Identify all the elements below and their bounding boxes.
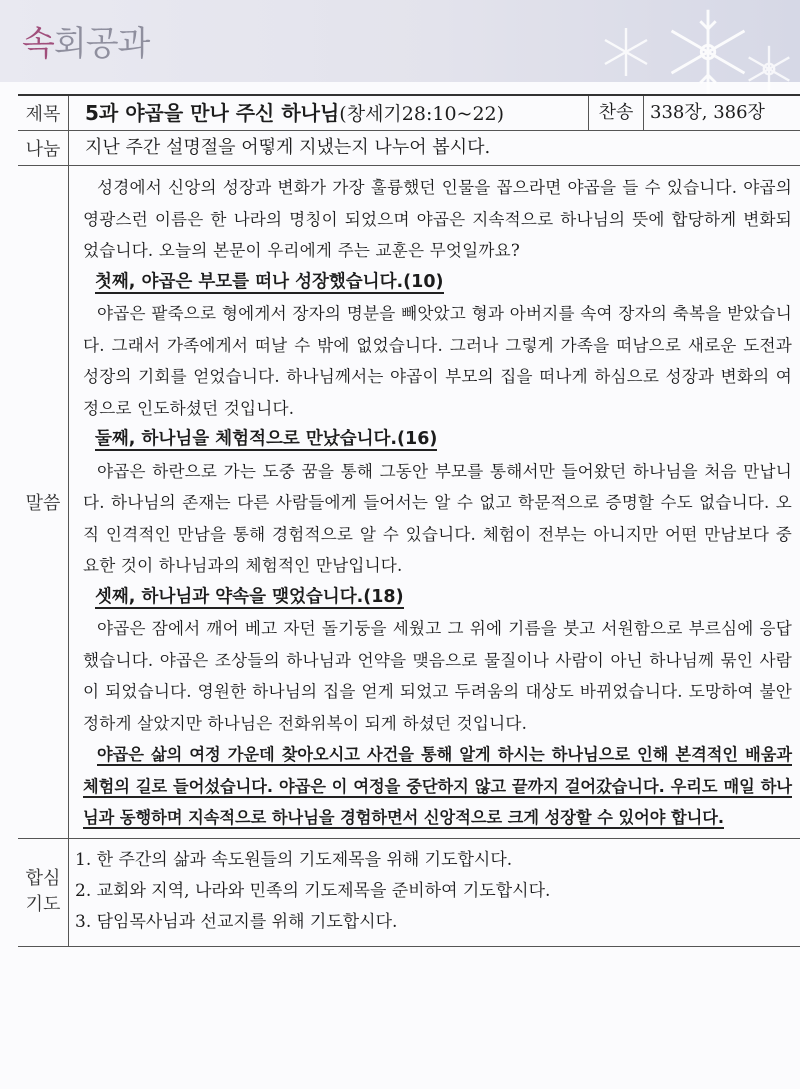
- prayer-label-line2: 기도: [25, 894, 61, 915]
- lesson-sheet: [18, 94, 800, 947]
- prayer-cell: [69, 838, 800, 946]
- prayer-item: 3. 담임목사님과 선교지를 위해 기도합시다.: [75, 911, 398, 932]
- section-title: [22, 16, 149, 65]
- hymn-numbers: 338장, 386장: [650, 102, 765, 123]
- lesson-scripture: (창세기28:10~22): [339, 103, 505, 125]
- word-label: 말씀: [18, 166, 69, 839]
- snowflake-icon: [596, 22, 656, 82]
- prayer-item: 1. 한 주간의 삶과 속도원들의 기도제목을 위해 기도합시다.: [75, 849, 513, 870]
- section-body-3: 야곱은 잠에서 깨어 베고 자던 돌기둥을 세웠고 그 위에 기름을 붓고 서원함으로 부르심에 응답했습니다. 야곱은 조상들의 하나님과 언약을 맺음으로 물질이나 사람이 아닌 하나님께 묶인 사람이 되었습니다. 영원한 하나님의 집을 얻게 되었고 두려움의 대상도 바뀌었습니다. 도망하여 불안정하게 살았지만 하나님은 전화위복이 되게 하셨던 것입니다.: [83, 619, 792, 733]
- share-label: 나눔: [18, 131, 69, 166]
- share-cell: [69, 131, 800, 166]
- section-title-first: 속: [22, 24, 54, 64]
- snowflake-icon: [740, 40, 798, 98]
- lesson-title: 5과 야곱을 만나 주신 하나님: [85, 101, 340, 125]
- prayer-label: [18, 838, 69, 946]
- section-heading-1: 첫째, 야곱은 부모를 떠나 성장했습니다.(10): [95, 271, 444, 292]
- prayer-item: 2. 교회와 지역, 나라와 민족의 기도제목을 준비하여 기도합시다.: [75, 880, 551, 901]
- section-heading-3: 셋째, 하나님과 약속을 맺었습니다.(18): [95, 586, 404, 607]
- section-heading-2: 둘째, 하나님을 체험적으로 만났습니다.(16): [95, 429, 438, 449]
- title-label: 제목: [18, 96, 69, 131]
- lesson-table: [18, 96, 800, 947]
- conclusion-paragraph: 야곱은 삶의 여정 가운데 찾아오시고 사건을 통해 알게 하시는 하나님으로 인해 본격적인 배움과 체험의 길로 들어섰습니다. 야곱은 이 여정을 중단하지 않고 끝까지 걸어갔습니다. 우리도 매일 하나님과 동행하며 지속적으로 하나님을 경험하면서 신앙적으로 크게 성장할 수 있어야 합니다.: [83, 745, 792, 827]
- share-row: [18, 131, 800, 166]
- word-row: [18, 166, 800, 839]
- prayer-label-line1: 합심: [25, 868, 61, 889]
- lesson-title-block: [69, 96, 589, 130]
- section-title-rest: 회공과: [53, 24, 150, 64]
- word-cell: [69, 166, 800, 839]
- share-text: 지난 주간 설명절을 어떻게 지냈는지 나누어 봅시다.: [85, 137, 491, 158]
- intro-paragraph: 성경에서 신앙의 성장과 변화가 가장 훌륭했던 인물을 꼽으라면 야곱을 들 수 있습니다. 야곱의 영광스런 이름은 한 나라의 명칭이 되었으며 야곱은 지속적으로 하나님의 뜻에 합당하게 변화되었습니다. 오늘의 본문이 우리에게 주는 교훈은 무엇일까요?: [83, 178, 792, 260]
- prayer-row: [18, 838, 800, 946]
- title-cell: [69, 96, 800, 131]
- title-row: [18, 96, 800, 131]
- section-body-2: 야곱은 하란으로 가는 도중 꿈을 통해 그동안 부모를 통해서만 들어왔던 하나님을 처음 만납니다. 하나님의 존재는 다른 사람들에게 들어서는 알 수 없고 학문적으로 증명할 수도 없습니다. 오직 인격적인 만남을 통해 경험적으로 알 수 있습니다. 체험이 전부는 아니지만 어떤 만남보다 중요한 것이 하나님과의 체험적인 만남입니다.: [83, 461, 792, 575]
- section-body-1: 야곱은 팥죽으로 형에게서 장자의 명분을 빼앗았고 형과 아버지를 속여 장자의 축복을 받았습니다. 그래서 가족에게서 떠날 수 밖에 없었습니다. 그러나 그렇게 가족을 떠남으로 새로운 도전과 성장의 기회를 얻었습니다. 하나님께서는 야곱이 부모의 집을 떠나게 하심으로 성장과 변화의 여정으로 인도하셨던 것입니다.: [83, 304, 792, 418]
- hymn-label: 찬송: [589, 96, 644, 130]
